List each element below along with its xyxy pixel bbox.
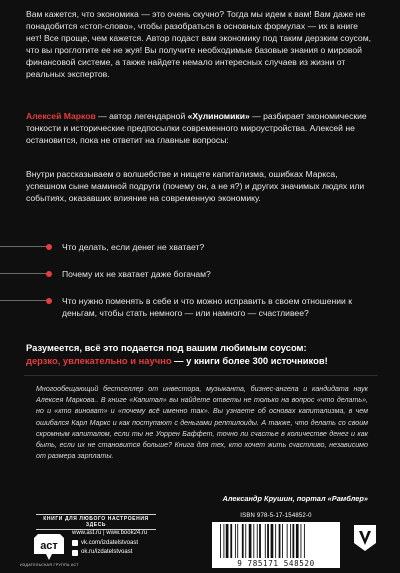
question-line xyxy=(0,246,48,247)
footer-tagline: КНИГИ ДЛЯ ЛЮБОГО НАСТРОЕНИЯ ЗДЕСЬ xyxy=(36,514,156,530)
review-text: Многообещающий бестселлер от инвестора, музыканта, бизнес-ангела и кандидата наук Алексея Маркова.. В книге «Капитал» вы найдете ответы не только на вопрос «что делать», но и «кто виноват» и «почему всё именно так». Вы узнаете об основах капитализма, в чем ошибался Карл Маркс и как поступают с деньгами рептилоиды. А также, что делать со своим скромным капиталом, если ты не Уоррен Баффет, точно ли счастье в количестве денег и как быть, если их не становится больше? Книга для тех, кто хочет жить счастливо, независимо от размера зарплаты. xyxy=(36,385,368,461)
promo-line1: Разумеется, всё это подается под вашим любимым соусом: xyxy=(26,342,307,353)
website-link-text: www.ast.ru | www.book24.ru xyxy=(72,530,148,536)
ok-link[interactable] xyxy=(72,548,147,558)
question-bullet-icon xyxy=(46,298,52,304)
ok-link-text: ok.ru/izdatelstvoast xyxy=(81,549,133,556)
review-box xyxy=(24,375,378,512)
question-line xyxy=(0,300,48,301)
review-signature: Александр Крушин, портал «Рамблер» xyxy=(222,494,368,503)
publisher-links xyxy=(72,529,147,558)
question-text: Почему их не хватает даже богачам? xyxy=(62,269,211,279)
question-line xyxy=(0,273,48,274)
intro-paragraph xyxy=(26,8,374,81)
author-mid: — автор легендарной xyxy=(95,111,188,121)
promo-accent: дерзко, увлекательно и научно xyxy=(26,355,172,366)
question-bullet-icon xyxy=(46,271,52,277)
isbn-barcode xyxy=(212,513,340,569)
intro-text: Вам кажется, что экономика — это очень скучно? Тогда мы идем к вам! Вам даже не понадобится «стоп-слово», чтобы разобраться в основных формулах — их в книге нет! Все проще, чем кажется. Автор подаст вам экономику под таким дерзким соусом, что вы проглотите ее не жуя! Вы получите необходимые базовые знания о мировой финансовой системе, а также найдете немало интересных случаев из жизни от реальных экспертов. xyxy=(26,9,372,80)
inside-text: Внутри рассказываем о волшебстве и нищете капитализма, ошибках Маркса, успешном сыне маминой подруги (почему он, а не я?) и других значимых людях или событиях, оказавших влияние на современную экономику. xyxy=(26,169,365,204)
previous-book-title: «Хулиномики» xyxy=(187,111,250,121)
ast-logo-text: аст xyxy=(40,540,58,552)
website-link[interactable] xyxy=(72,529,147,539)
inside-paragraph xyxy=(26,168,374,204)
ok-icon xyxy=(72,550,78,556)
question-text: Что нужно поменять в себе и что можно исправить в своем отношении к деньгам, чтобы стать немного — или намного — счастливее? xyxy=(62,296,352,319)
promo-statement xyxy=(26,341,374,367)
vk-icon xyxy=(72,540,78,546)
question-bullet-icon xyxy=(46,244,52,250)
promo-line2: — у книги более 300 источников! xyxy=(171,355,328,366)
author-name: Алексей Марков xyxy=(26,111,96,121)
question-text: Что делать, если денег не хватает? xyxy=(62,242,205,252)
vk-link[interactable] xyxy=(72,539,147,549)
isbn-number: ISBN 978-5-17-154852-0 xyxy=(240,513,312,519)
publisher-v-logo-icon xyxy=(352,523,378,553)
vk-link-text: vk.com/izdatelstvoast xyxy=(81,539,139,546)
author-rest: — разбирает экономические тонкости и исторические предпосылки современного мироустройства. Алексей не остановится, пока не ответит на главные вопросы: xyxy=(26,111,367,146)
publisher-caption: ИЗДАТЕЛЬСКАЯ ГРУППА АСТ xyxy=(20,563,79,567)
author-paragraph xyxy=(26,110,374,146)
barcode-bars-icon xyxy=(220,524,332,558)
barcode-digits: 9 785171 548520 xyxy=(237,559,315,568)
